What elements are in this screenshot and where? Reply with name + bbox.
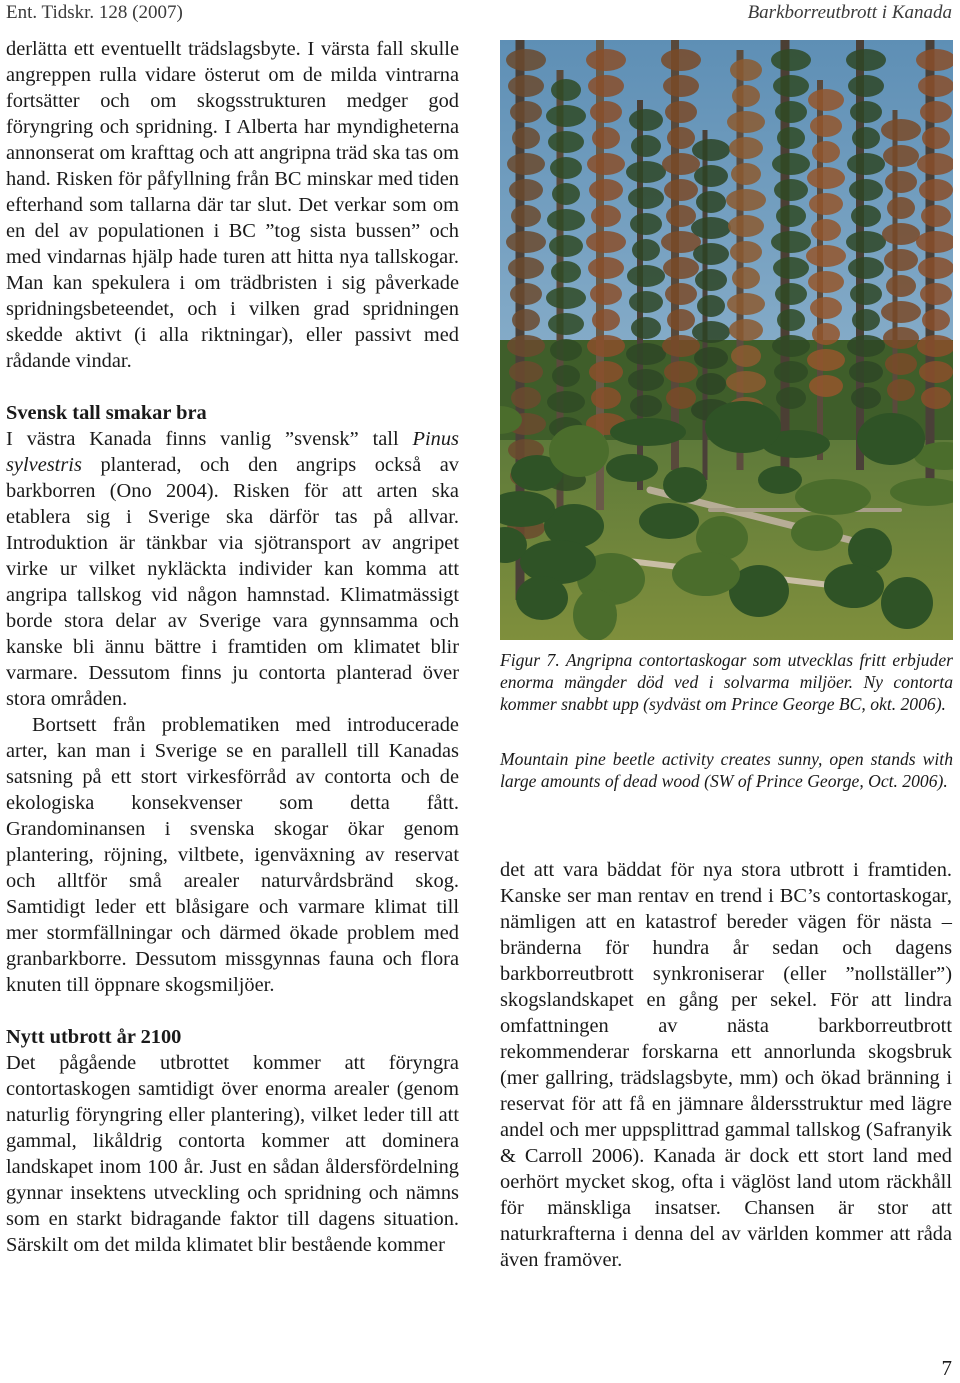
- species-name: Pinus sylvestris: [6, 428, 459, 476]
- forest-photo: [500, 40, 953, 640]
- paragraph: derlätta ett eventuellt trädslagsbyte. I värsta fall skulle angreppen rulla vidare österut om de milda vintrarna fortsätter och om skogsstrukturen medger god föryngring och spridning. I Alberta har myndigheterna annonserat om krafttag och att angripna träd ska tas om hand. Risken för påfyllning från BC minskar med tiden efterhand som tallarna där tar slut. Det verkar som om en del av populationen i BC ”tog sista bussen” och med vindarnas hjälp hade turen att hitta nya tallskogar. Man kan spekulera i om trädbristen i sig påverkade spridningsbeteendet, och i vilken grad spridningen skedde aktivt (i alla riktningar), eller passivt med rådande vindar.: [6, 38, 459, 372]
- figure-caption-swedish: Figur 7. Angripna contortaskogar som utvecklas fritt erbjuder enorma mängder död ved i solvarma miljöer. Ny contorta kommer snabbt upp (sydväst om Prince George BC, okt. 2006).: [500, 650, 953, 714]
- paragraph: det att vara bäddat för nya stora utbrott i framtiden. Kanske ser man rentav en trend i BC’s contortaskogar, nämligen att en katastrof bereder vägen för nästa – bränderna för hundra år sedan och dagens barkborreutbrott synkroniserar (eller ”nollställer”) skogslandskapet en gång per sekel. För att lindra omfattningen av nästa barkborreutbrott rekommenderar forskarna ett annorlunda skogsbruk (mer gallring, trädslagsbyte, mm) och ökad bränning i reservat för att få en jämnare åldersstruktur med lägre andel och mer uppsplittrad gammal tallskog (Safranyik & Carroll 2006). Kanada är dock ett stort land med oerhört mycket skog, ofta i väglöst land utom räckhåll för mänskliga insatser. Chansen är stor att naturkrafterna i denna del av världen kommer att råda även framöver.: [500, 859, 952, 1271]
- paragraph: I västra Kanada finns vanlig ”svensk” tall Pinus sylvestris planterad, och den angrips också av barkborren (Ono 2004). Risken för att arten ska etablera sig i Sverige ska därför tas på allvar. Introduktion är tänkbar via sjötransport av angripet virke ur vilket nykläckta individer kan komma att angripa tallskog vid någon hamnstad. Klimatmässigt borde stora delar av Sverige vara gynnsamma och kanske bli ännu bättre i framtiden om klimatet blir varmare. Dessutom finns ju contorta planterad över stora områden.: [6, 428, 459, 710]
- journal-citation: Ent. Tidskr. 128 (2007): [6, 2, 183, 23]
- page-number: 7: [941, 1356, 952, 1380]
- left-column: [6, 36, 459, 1258]
- section-heading: Svensk tall smakar bra: [6, 402, 207, 424]
- right-column: [500, 857, 952, 1273]
- paragraph: Det pågående utbrottet kommer att föryngra contortaskogen samtidigt över enorma arealer (genom naturlig föryngring eller plantering), vilket leder till att gammal, likåldrig contorta kommer att dominera landskapet inom 100 år. Just en sådan åldersfördelning gynnar insektens utveckling och spridning och nämns som en starkt bidragande faktor till dagens situation. Särskilt om det milda klimatet blir bestående kommer: [6, 1052, 459, 1256]
- running-title: Barkborreutbrott i Kanada: [747, 2, 952, 23]
- figure-caption-english: Mountain pine beetle activity creates sunny, open stands with large amounts of dead wood (SW of Prince George, Oct. 2006).: [500, 749, 953, 791]
- paragraph: Bortsett från problematiken med introducerade arter, kan man i Sverige se en parallell till Kanadas satsning på ett stort virkesförråd av contorta och de ekologiska konsekvenser som detta fått. Grandominansen i svenska skogar ökar genom plantering, röjning, viltbete, igenväxning av reservat och alltför små arealer naturvårdsbränd skog. Samtidigt leder ett blåsigare och varmare klimat till mer stormfällningar och därmed ökade problem med granbarkborre. Dessutom missgynnas fauna och flora knuten till öppnare skogsmiljöer.: [6, 714, 459, 996]
- section-heading: Nytt utbrott år 2100: [6, 1026, 182, 1048]
